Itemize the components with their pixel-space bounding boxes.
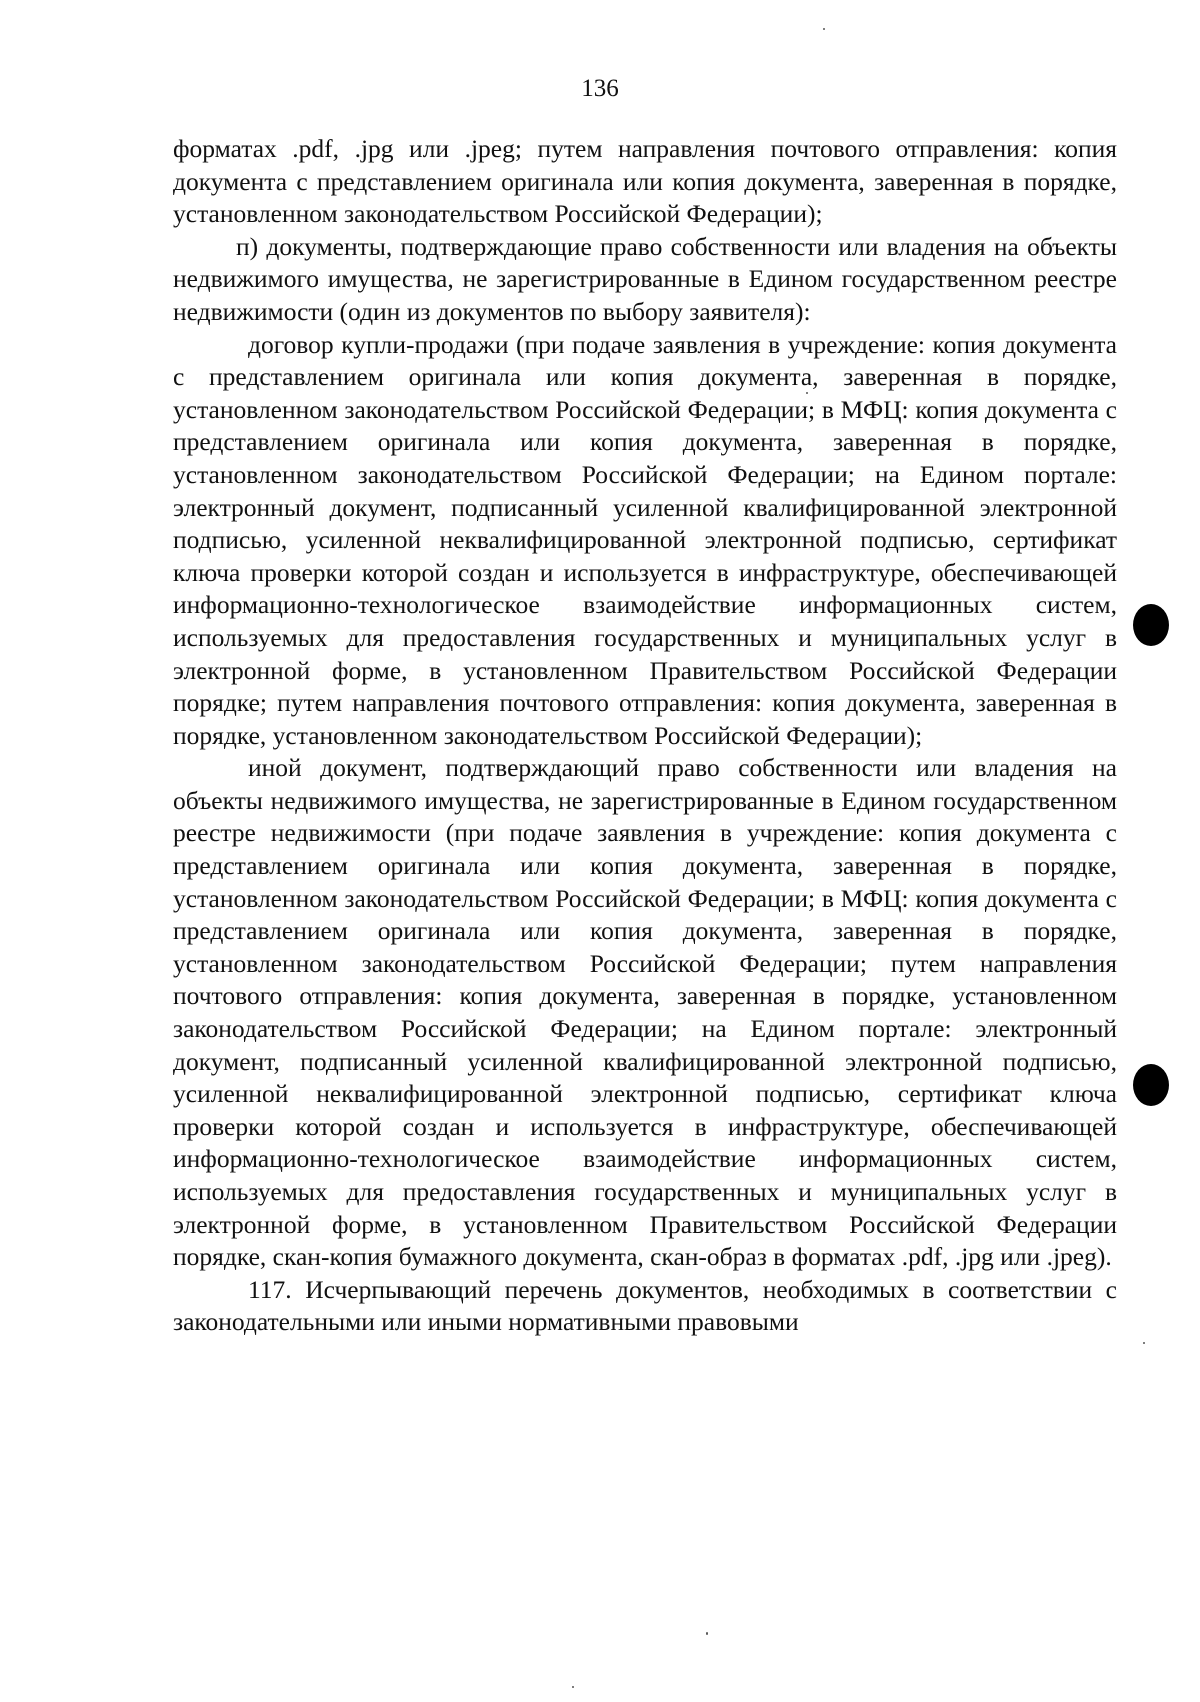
paragraph-item-117: 117. Исчерпывающий перечень документов, необходимых в соответствии с законодательными или иными нормативными правовыми: [173, 1274, 1117, 1337]
punch-hole-mark: [1133, 604, 1169, 646]
scan-speck: [823, 28, 825, 30]
document-body: [173, 133, 1117, 1339]
paragraph-other-document: иной документ, подтверждающий право собственности или владения на объекты недвижимого имущества, не зарегистрированные в Едином государственном реестре недвижимости (при подаче заявления в учреждение: копия документа с представлением оригинала или копия документа, заверенная в порядке, установленном законодательством Российской Федерации; в МФЦ: копия документа с представлением оригинала или копия документа, заверенная в порядке, установленном законодательством Российской Федерации; путем направления почтового отправления: копия документа, заверенная в порядке, установленном законодательством Российской Федерации; на Едином портале: электронный документ, подписанный усиленной квалифицированной электронной подписью, усиленной неквалифицированной электронной подписью, сертификат ключа проверки которой создан и используется в инфраструктуре, обеспечивающей информационно-технологическое взаимодействие информационных систем, используемых для предоставления государственных и муниципальных услуг в электронной форме, в установленном Правительством Российской Федерации порядке, скан-копия бумажного документа, скан-образ в форматах .pdf, .jpg или .jpeg).: [173, 753, 1117, 1272]
scan-speck: [572, 1686, 574, 1688]
paragraph-item-p: п) документы, подтверждающие право собственности или владения на объекты недвижимого имущества, не зарегистрированные в Едином государственном реестре недвижимости (один из документов по выбору заявителя):: [173, 231, 1117, 326]
paragraph-continuation: форматах .pdf, .jpg или .jpeg; путем направления почтового отправления: копия документа с представлением оригинала или копия документа, заверенная в порядке, установленном законодательством Российской Федерации);: [173, 134, 1117, 229]
paragraph-purchase-agreement: договор купли-продажи (при подаче заявления в учреждение: копия документа с представлением оригинала или копия документа, заверенная в порядке, установленном законодательством Российской Федерации; в МФЦ: копия документа с представлением оригинала или копия документа, заверенная в порядке, установленном законодательством Российской Федерации; на Едином портале: электронный документ, подписанный усиленной квалифицированной электронной подписью, усиленной неквалифицированной электронной подписью, сертификат ключа проверки которой создан и используется в инфраструктуре, обеспечивающей информационно-технологическое взаимодействие информационных систем, используемых для предоставления государственных и муниципальных услуг в электронной форме, в установленном Правительством Российской Федерации порядке; путем направления почтового отправления: копия документа, заверенная в порядке, установленном законодательством Российской Федерации);: [173, 329, 1117, 750]
scan-speck: [806, 392, 808, 394]
page-number: 136: [581, 75, 619, 102]
scan-speck: [1143, 1342, 1145, 1344]
scan-speck: [706, 1632, 708, 1635]
punch-hole-mark: [1133, 1064, 1169, 1106]
